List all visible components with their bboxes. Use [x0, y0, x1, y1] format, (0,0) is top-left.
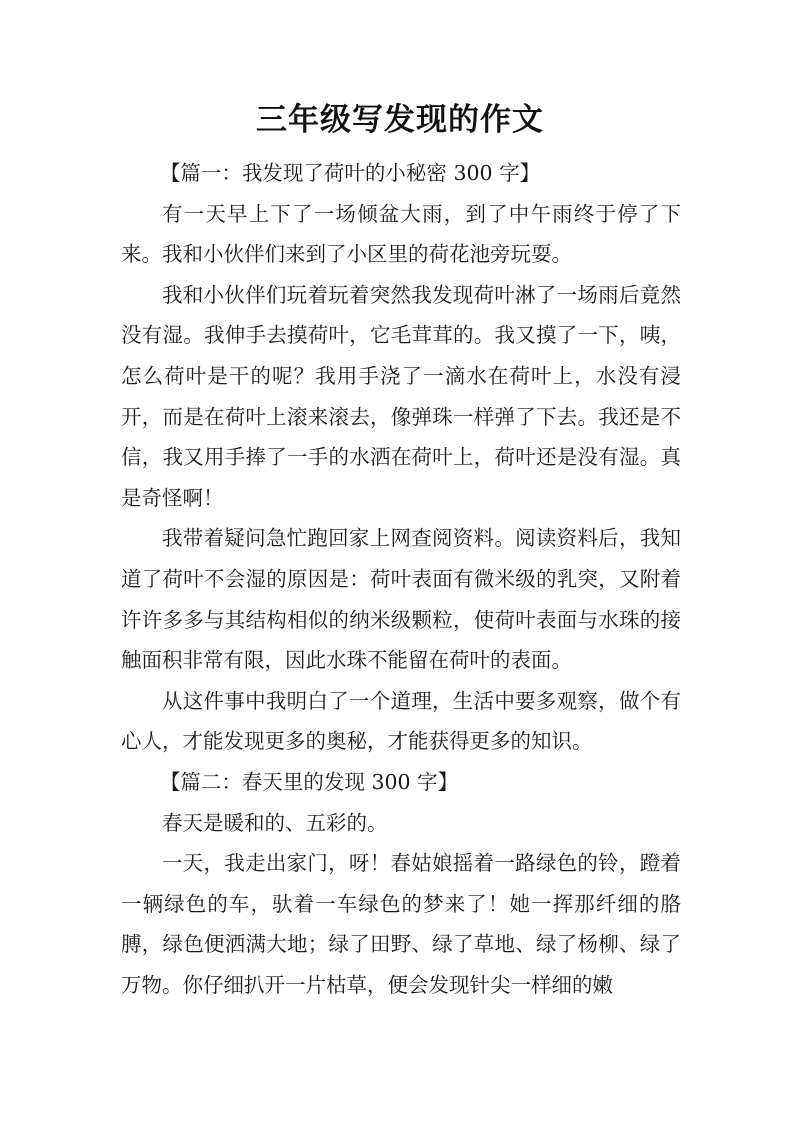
section-heading-2: 【篇二：春天里的发现 300 字】: [159, 769, 459, 794]
paragraph: 我和小伙伴们玩着玩着突然我发现荷叶淋了一场雨后竟然没有湿。我伸手去摸荷叶，它毛茸茸的。我又摸了一下，咦，怎么荷叶是干的呢？我用手浇了一滴水在荷叶上，水没有浸开，而是在荷叶上滚来滚去，像弹珠一样弹了下去。我还是不信，我又用手捧了一手的水洒在荷叶上，荷叶还是没有湿。真是奇怪啊！: [121, 282, 681, 510]
paragraph: 一天，我走出家门，呀！春姑娘摇着一路绿色的铃，蹬着一辆绿色的车，驮着一车绿色的梦来了！她一挥那纤细的胳膊，绿色便洒满大地；绿了田野、绿了草地、绿了杨柳、绿了万物。你仔细扒开一片枯草，便会发现针尖一样细的嫩: [121, 851, 681, 997]
paragraph: 春天是暖和的、五彩的。: [162, 810, 388, 835]
page-title: 三年级写发现的作文: [256, 102, 544, 138]
paragraph: 有一天早上下了一场倾盆大雨，到了中午雨终于停了下来。我和小伙伴们来到了小区里的荷花池旁玩耍。: [121, 201, 681, 267]
paragraph: 我带着疑问急忙跑回家上网查阅资料。阅读资料后，我知道了荷叶不会湿的原因是：荷叶表面有微米级的乳突，又附着许许多多与其结构相似的纳米级颗粒，使荷叶表面与水珠的接触面积非常有限，因此水珠不能留在荷叶的表面。: [121, 526, 681, 673]
section-heading-1: 【篇一：我发现了荷叶的小秘密 300 字】: [159, 161, 541, 185]
document-body: [121, 153, 681, 1005]
paragraph: 从这件事中我明白了一个道理，生活中要多观察，做个有心人，才能发现更多的奥秘，才能获得更多的知识。: [121, 688, 681, 754]
